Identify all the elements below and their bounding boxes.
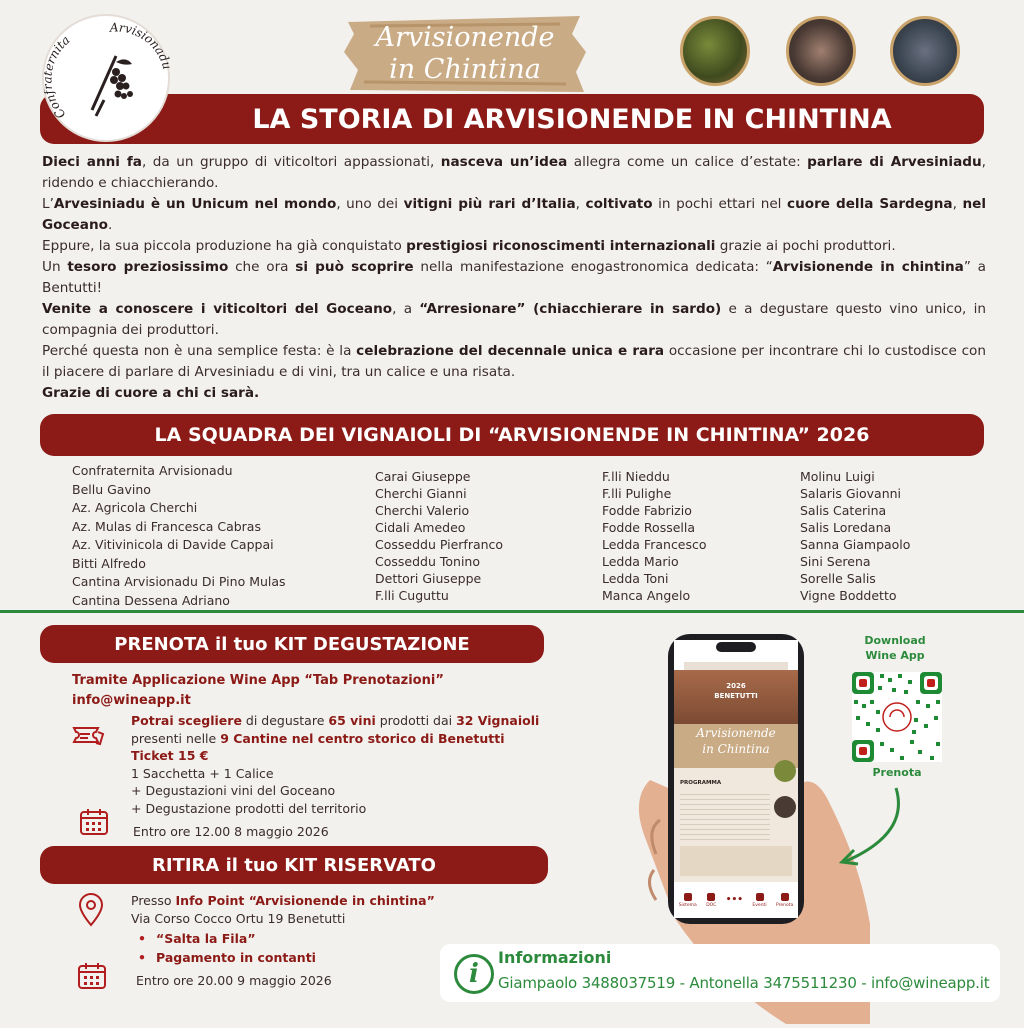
- qr-prenota-label: Prenota: [872, 766, 922, 779]
- team-member: Cantina Arvisionadu Di Pino Mulas: [72, 574, 286, 589]
- photo-crowd: [890, 16, 960, 86]
- prenota-title: PRENOTA il tuo KIT DEGUSTAZIONE: [40, 625, 544, 663]
- screen-section: PROGRAMMA: [680, 780, 722, 786]
- team-member: Sanna Giampaolo: [800, 537, 911, 552]
- screen-brush-2: in Chintina: [702, 742, 770, 756]
- team-member: Cherchi Gianni: [375, 486, 467, 501]
- kit-item: + Degustazioni vini del Goceano: [131, 783, 336, 798]
- svg-text:Arvisionadu: [108, 20, 172, 71]
- team-member: Carai Giuseppe: [375, 469, 471, 484]
- screen-date: 2026: [726, 682, 746, 690]
- team-member: Bitti Alfredo: [72, 555, 146, 571]
- team-member: Salis Loredana: [800, 520, 892, 535]
- screen-town: BENETUTTI: [714, 692, 758, 700]
- team-member: F.lli Nieddu: [602, 469, 670, 484]
- team-member: Confraternita Arvisionadu: [72, 463, 233, 478]
- team-member: Cantina Dessena Adriano: [72, 592, 230, 608]
- ritira-title: RITIRA il tuo KIT RISERVATO: [40, 846, 548, 884]
- team-member: Az. Mulas di Francesca Cabras: [72, 518, 261, 534]
- kit-item: 1 Sacchetta + 1 Calice: [131, 765, 274, 781]
- team-member: Sini Serena: [800, 554, 871, 569]
- bullet-salta-fila: “Salta la Fila”: [156, 931, 256, 946]
- team-member: Cherchi Valerio: [375, 503, 470, 518]
- info-title: Informazioni: [498, 948, 612, 967]
- brush-line-1: Arvisionende: [375, 22, 555, 53]
- nav-doc[interactable]: DOC: [706, 893, 716, 908]
- prenota-email[interactable]: info@wineapp.it: [72, 693, 191, 708]
- team-member: Dettori Giuseppe: [375, 571, 482, 586]
- qr-code[interactable]: [852, 672, 942, 762]
- team-title: LA SQUADRA DEI VIGNAIOLI DI “ARVISIONENDE IN CHINTINA” 2026: [40, 414, 984, 456]
- team-column-4: [800, 468, 910, 604]
- team-member: Bellu Gavino: [72, 481, 151, 497]
- ritira-details: Presso Info Point “Arvisionende in chintina” Via Corso Cocco Ortu 19 Benetutti: [131, 893, 435, 926]
- calendar-icon: [78, 806, 110, 842]
- brush-line-2: in Chintina: [389, 54, 541, 85]
- team-member: Az. Agricola Cherchi: [72, 500, 198, 515]
- nav-prenota[interactable]: Prenota: [776, 893, 793, 908]
- prenota-details: Potrai scegliere di degustare 65 vini prodotti dai 32 Vignaioli presenti nelle 9 Cantine nel centro storico di Benetutti Ticket 15 € 1 Sacchetta + 1 Calice + Degustazioni vini del Goceano + Degustazione prodotti del territorio: [131, 713, 540, 816]
- ritira-bullets: • “Salta la Fila” • Pagamento in contanti: [138, 931, 316, 965]
- info-box: [440, 944, 1000, 1002]
- phone-mockup: [668, 634, 804, 924]
- team-member: Fodde Rossella: [602, 520, 696, 535]
- team-member: Fodde Fabrizio: [602, 503, 692, 518]
- screen-brush-1: Arvisionende: [696, 726, 776, 740]
- team-member: Sorelle Salis: [800, 571, 876, 586]
- event-brush-title: [340, 12, 590, 96]
- ritira-deadline: Entro ore 20.00 9 maggio 2026: [136, 973, 332, 988]
- team-member: F.lli Pulighe: [602, 486, 672, 501]
- logo-ring-left: Con rnita: [44, 32, 73, 122]
- team-member: Cidali Amedeo: [375, 520, 466, 535]
- bullet-pagamento: Pagamento in contanti: [156, 950, 316, 965]
- team-member: Molinu Luigi: [800, 469, 875, 484]
- photo-tasting: [786, 16, 856, 86]
- ritira-address: Via Corso Cocco Ortu 19 Benetutti: [131, 910, 346, 926]
- team-member: Ledda Francesco: [602, 537, 707, 552]
- kit-item: + Degustazione prodotti del territorio: [131, 800, 367, 816]
- nav-sistema[interactable]: Sistema: [679, 893, 697, 908]
- photo-vineyard: [680, 16, 750, 86]
- team-member: Vigne Boddetto: [800, 588, 897, 603]
- nav-eventi[interactable]: Eventi: [752, 893, 766, 908]
- location-pin-icon: [76, 892, 106, 932]
- calendar-icon: [76, 960, 108, 996]
- team-column-1: [72, 462, 286, 610]
- phone-screen: [674, 640, 798, 918]
- phone-nav: [674, 882, 798, 918]
- nav-more[interactable]: •••: [725, 895, 744, 905]
- team-member: Cosseddu Pierfranco: [375, 537, 504, 552]
- team-member: Ledda Toni: [602, 571, 669, 586]
- team-member: Salaris Giovanni: [800, 486, 902, 501]
- team-member: Ledda Mario: [602, 554, 679, 569]
- prenota-deadline: Entro ore 12.00 8 maggio 2026: [133, 824, 329, 839]
- info-contacts: Giampaolo 3488037519 - Antonella 3475511230 - info@wineapp.it: [498, 974, 990, 992]
- ticket-icon: [70, 720, 106, 756]
- prenota-app-line: Tramite Applicazione Wine App “Tab Prenotazioni”: [72, 673, 444, 688]
- confraternita-logo: [42, 14, 170, 142]
- team-member: Az. Vitivinicola di Davide Cappai: [72, 537, 274, 552]
- logo-ring-right: Arvisionad: [109, 20, 172, 65]
- section-divider: [0, 610, 1024, 613]
- ticket-price: Ticket 15 €: [131, 748, 209, 763]
- arrow-icon: [820, 780, 920, 874]
- team-column-3: [602, 468, 707, 604]
- story-text: Dieci anni fa, da un gruppo di viticoltori appassionati, nasceva un’idea allegra come un calice d’estate: parlare di Arvesiniadu, ridendo e chiacchierando. L’Arvesiniadu è un Unicum nel mondo, uno dei vitigni più rari d’Italia, coltivato in pochi ettari nel cuore della Sardegna, nel Goceano. Eppure, la sua piccola produzione ha già conquistato prestigiosi riconoscimenti internazionali grazie ai pochi produttori. Un tesoro preziosissimo che ora si può scoprire nella manifestazione enogastronomica dedicata: “Arvisionende in chintina” a Bentutti! Venite a conoscere i viticoltori del Goceano, a “Arresionare” (chiacchierare in sardo) e a degustare questo vino unico, in compagnia dei produttori. Perché questa non è una semplice festa: è la celebrazione del decennale unica e rara occasione per incontrare chi lo custodisce con il piacere di parlare di Arvesiniadu e di vini, tra un calice e una risata. Grazie di cuore a chi ci sarà.: [42, 154, 987, 401]
- team-member: F.lli Cuguttu: [375, 588, 449, 603]
- team-member: Cosseddu Tonino: [375, 554, 480, 569]
- team-member: Manca Angelo: [602, 588, 691, 603]
- info-icon: i: [454, 954, 494, 994]
- team-column-2: [375, 468, 503, 604]
- page-title: LA STORIA DI ARVISIONENDE IN CHINTINA: [40, 94, 984, 144]
- svg-text:Confraternita: [44, 33, 72, 122]
- team-member: Salis Caterina: [800, 503, 887, 518]
- download-label: Download Wine App: [864, 634, 926, 662]
